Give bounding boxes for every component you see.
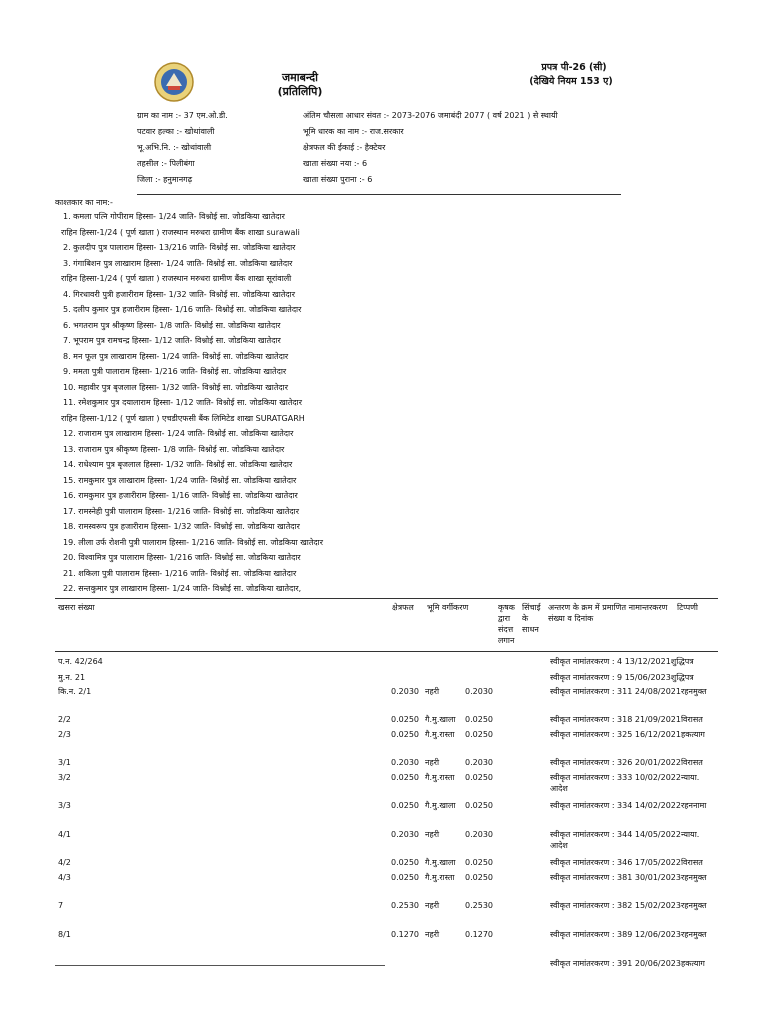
info-right-line: भूमि धारक का नाम :- राज.सरकार [303,127,404,136]
land-class-cell: गै.मु.रास्ता [425,730,455,739]
header-divider [137,194,621,195]
area-cell: 0.0250 [391,858,419,867]
col-farmer-rent-header: कृषक द्वारा संदत्त लगान [498,603,515,645]
land-class-cell: नहरी [425,930,440,939]
mutation-cell: स्वीकृत नामांतरकरण : 389 12/06/2023रहनमुक्त [550,930,707,939]
area-repeat-cell: 0.0250 [465,773,493,782]
khasra-cell: 3/3 [58,801,71,810]
area-cell: 0.0250 [391,730,419,739]
info-left-line: भू.अभि.नि. :- खोथांवाली [137,143,212,152]
mutation-cell: स्वीकृत नामांतरकरण : 382 15/02/2023रहनमुक्त [550,901,707,910]
khasra-cell: 2/2 [58,715,71,724]
table-header-rule [55,651,718,652]
cultivator-line: 3. गंगाबिशन पुत्र लाखाराम हिस्सा- 1/24 जाति- विश्नोई सा. जोडकिया खातेदार [63,258,293,268]
area-cell: 0.0250 [391,801,419,810]
mutation-cell: स्वीकृत नामांतरकरण : 326 20/01/2022विरासत [550,758,703,767]
col-land-class-header: भूमि वर्गीकरण [427,603,469,612]
khasra-cell: 3/2 [58,773,71,782]
cultivator-line: 14. राधेश्याम पुत्र बृजलाल हिस्सा- 1/32 जाति- विश्नोई सा. जोडकिया खातेदार [63,460,293,469]
rule-reference: (देखिये नियम 153 ए) [529,76,613,87]
area-repeat-cell: 0.0250 [465,715,493,724]
cultivator-line: 18. रामस्वरूप पुत्र हजारीराम हिस्सा- 1/32 जाति- विश्नोई सा. जोडकिया खातेदार [63,522,300,531]
cultivator-line: 22. सन्तकुमार पुत्र लाखाराम हिस्सा- 1/24 जाति- विश्नोई सा. जोडकिया खातेदार, [63,584,302,593]
khasra-cell: 4/2 [58,858,71,867]
area-repeat-cell: 0.2030 [465,758,493,767]
table-top-rule [55,598,718,599]
cultivator-line: राहिन हिस्सा-1/24 ( पूर्ण खाता ) राजस्थान मरुधरा ग्रामीण बैंक शाखा सूरांवाली [61,274,292,283]
col-remarks-header: टिप्पणी [677,603,698,612]
cultivator-line: 21. शकिला पुत्री पालाराम हिस्सा- 1/216 जाति- विश्नोई सा. जोडकिया खातेदार [63,568,297,578]
land-class-cell: नहरी [425,830,440,839]
info-left-line: जिला :- हनुमानगढ़ [137,175,193,184]
cultivator-line: 15. रामकुमार पुत्र लाखाराम हिस्सा- 1/24 जाति- विश्नोई सा. जोडकिया खातेदार [63,475,297,485]
info-right-line: खाता संख्या नया :- 6 [303,159,368,168]
cultivator-line: 9. ममता पुत्री पालाराम हिस्सा- 1/216 जाति- विश्नोई सा. जोडकिया खातेदार [63,367,287,376]
cultivators-heading: काश्तकार का नाम:- [55,198,113,207]
area-cell: 0.0250 [391,773,419,782]
khasra-cell: प.न. 42/264 [58,657,103,666]
col-khasra-header: खसरा संख्या [58,603,95,612]
info-left-line: तहसील :- पिलीबंगा [137,159,195,168]
area-repeat-cell: 0.2030 [465,830,493,839]
khasra-cell: 2/3 [58,730,71,739]
cultivator-line: 12. राजाराम पुत्र लाखाराम हिस्सा- 1/24 जाति- विश्नोई सा. जोडकिया खातेदार [63,429,294,438]
info-left-line: ग्राम का नाम :- 37 एम.ओ.डी. [137,111,228,120]
land-class-cell: गै.मु.खाला [425,715,456,724]
mutation-cell: स्वीकृत नामांतरकरण : 9 15/06/2023शुद्धिपत्र [550,673,694,682]
cultivator-line: राहिन हिस्सा-1/12 ( पूर्ण खाता ) एचडीएफसी बैंक लिमिटेड शाखा SURATGARH [61,413,305,423]
area-repeat-cell: 0.0250 [465,801,493,810]
info-left-line: पटवार हल्का :- खोथांवाली [137,127,215,136]
cultivator-line: 5. दलीप कुमार पुत्र हजारीराम हिस्सा- 1/16 जाति- विश्नोई सा. जोडकिया खातेदार [63,305,302,314]
mutation-cell: स्वीकृत नामांतरकरण : 325 16/12/2021हकत्याग [550,730,705,739]
area-repeat-cell: 0.0250 [465,858,493,867]
mutation-cell: स्वीकृत नामांतरकरण : 391 20/06/2023हकत्याग [550,959,705,968]
info-right-line: खाता संख्या पुराना :- 6 [303,175,373,184]
area-cell: 0.2030 [391,758,419,767]
area-repeat-cell: 0.2030 [465,687,493,696]
cultivator-line: 2. कुलदीप पुत्र पालाराम हिस्सा- 13/216 जाति- विश्नोई सा. जोडकिया खातेदार [63,243,296,252]
mutation-cell: स्वीकृत नामांतरकरण : 381 30/01/2023रहनमुक्त [550,873,707,882]
cultivator-line: 20. विश्वामित्र पुत्र पालाराम हिस्सा- 1/216 जाति- विश्नोई सा. जोडकिया खातेदार [63,553,301,562]
area-repeat-cell: 0.2530 [465,901,493,910]
mutation-cell: स्वीकृत नामांतरकरण : 4 13/12/2021शुद्धिपत्र [550,657,694,666]
khasra-cell: कि.न. 2/1 [58,687,92,696]
info-right-line: क्षेत्रफल की ईकाई :- हैक्टेयर [303,143,386,152]
khasra-cell: 3/1 [58,758,71,767]
khasra-cell: मु.न. 21 [58,673,86,682]
cultivator-line: राहिन हिस्सा-1/24 ( पूर्ण खाता ) राजस्थान मरुधरा ग्रामीण बैंक शाखा surawali [61,227,300,237]
cultivator-line: 11. रमेशकुमार पुत्र दयालाराम हिस्सा- 1/12 जाति- विश्नोई सा. जोडकिया खातेदार [63,398,303,407]
cultivator-line: 1. कमला पत्नि गोपीराम हिस्सा- 1/24 जाति- विश्नोई सा. जोडकिया खातेदार [63,212,285,221]
cultivator-line: 6. भगतराम पुत्र श्रीकृष्ण हिस्सा- 1/8 जाति- विश्नोई सा. जोडकिया खातेदार [63,320,281,330]
cultivator-line: 16. रामकुमार पुत्र हजारीराम हिस्सा- 1/16 जाति- विश्नोई सा. जोडकिया खातेदार [63,491,298,500]
area-repeat-cell: 0.1270 [465,930,493,939]
page-subtitle: (प्रतिलिपि) [277,85,323,98]
info-right-line: अंतिम चौसला आधार संवत :- 2073-2076 जमाबंदी 2077 ( वर्ष 2021 ) से स्थायी [303,111,558,120]
khasra-cell: 4/3 [58,873,71,882]
area-repeat-cell: 0.0250 [465,873,493,882]
col-mutation-header: अन्तरण के क्रम में प्रमाणित नामान्तरकरण संख्या व दिनांक [548,603,668,623]
land-class-cell: नहरी [425,901,440,910]
mutation-cell: स्वीकृत नामांतरकरण : 333 10/02/2022न्याया. आदेश [550,773,700,793]
cultivator-line: 8. मन फूल पुत्र लाखाराम हिस्सा- 1/24 जाति- विश्नोई सा. जोडकिया खातेदार [63,351,289,361]
area-cell: 0.2530 [391,901,419,910]
land-class-cell: गै.मु.खाला [425,858,456,867]
land-class-cell: गै.मु.रास्ता [425,773,455,782]
area-cell: 0.0250 [391,715,419,724]
mutation-cell: स्वीकृत नामांतरकरण : 346 17/05/2022विरासत [550,858,703,867]
col-area-header: क्षेत्रफल [392,603,414,612]
mutation-cell: स्वीकृत नामांतरकरण : 344 14/05/2022न्याया. आदेश [550,830,700,850]
area-repeat-cell: 0.0250 [465,730,493,739]
mutation-cell: स्वीकृत नामांतरकरण : 318 21/09/2021विरासत [550,715,703,724]
cultivator-line: 4. गिरधावरी पुत्री हजारीराम हिस्सा- 1/32 जाति- विश्नोई सा. जोडकिया खातेदार [63,289,296,299]
cultivator-line: 17. रामस्नेही पुत्री पालाराम हिस्सा- 1/216 जाति- विश्नोई सा. जोडकिया खातेदार [63,506,300,516]
khasra-cell: 7 [58,901,64,910]
form-number: प्रपत्र पी-26 (सी) [541,62,607,73]
col-irrigation-header: सिंचाई के साधन [522,603,541,634]
cultivator-line: 19. लीला उर्फ रोशनी पुत्री पालाराम हिस्सा- 1/216 जाति- विश्नोई सा. जोडकिया खातेदार [63,537,323,547]
land-class-cell: नहरी [425,687,440,696]
state-emblem-icon [154,60,194,104]
table-bottom-rule [55,965,385,966]
cultivator-line: 10. महावीर पुत्र बृजलाल हिस्सा- 1/32 जाति- विश्नोई सा. जोडकिया खातेदार [63,382,288,392]
area-cell: 0.2030 [391,687,419,696]
cultivator-line: 13. राजाराम पुत्र श्रीकृष्ण हिस्सा- 1/8 जाति- विश्नोई सा. जोडकिया खातेदार [63,444,285,454]
cultivator-line: 7. भूपराम पुत्र रामचन्द्र हिस्सा- 1/12 जाति- विश्नोई सा. जोडकिया खातेदार [63,336,281,345]
area-cell: 0.1270 [391,930,419,939]
land-class-cell: गै.मु.रास्ता [425,873,455,882]
mutation-cell: स्वीकृत नामांतरकरण : 311 24/08/2021रहनमुक्त [550,687,707,696]
area-cell: 0.0250 [391,873,419,882]
land-class-cell: नहरी [425,758,440,767]
mutation-cell: स्वीकृत नामांतरकरण : 334 14/02/2022रहननामा [550,801,707,810]
area-cell: 0.2030 [391,830,419,839]
khasra-cell: 4/1 [58,830,71,839]
land-class-cell: गै.मु.खाला [425,801,456,810]
page-title: जमाबन्दी [282,71,318,84]
khasra-cell: 8/1 [58,930,71,939]
